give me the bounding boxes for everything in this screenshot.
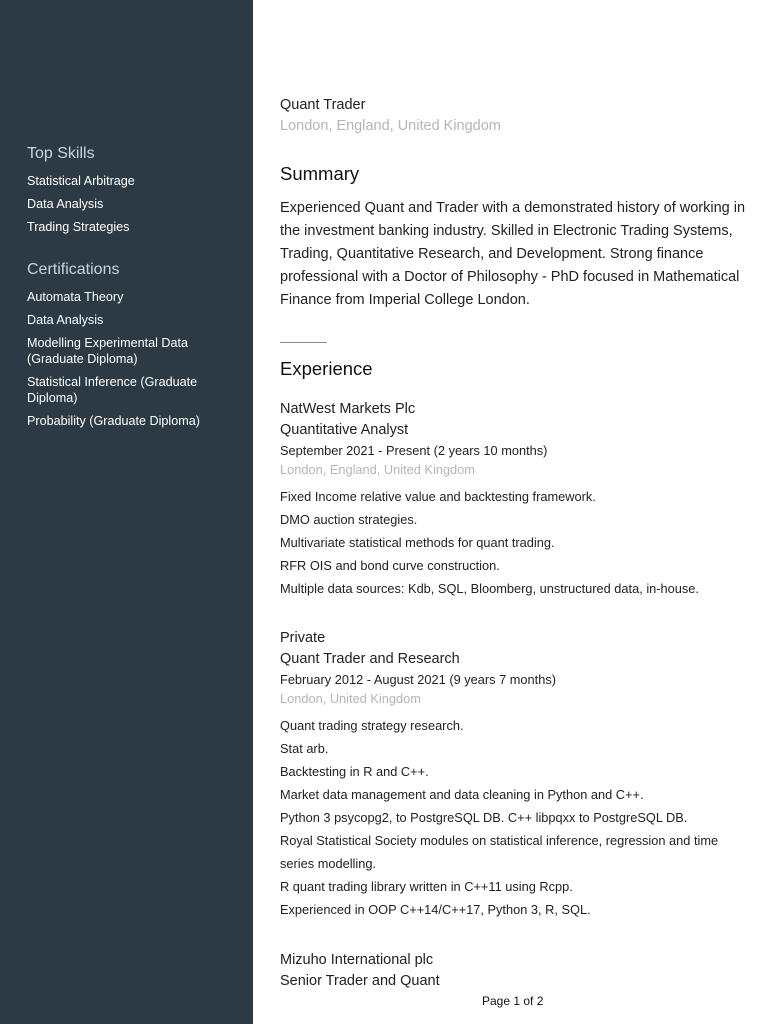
- section-divider: [280, 342, 327, 343]
- job-bullet: RFR OIS and bond curve construction.: [280, 558, 500, 573]
- skill-item: Data Analysis: [27, 197, 104, 211]
- skills-list: [27, 173, 227, 235]
- certification-item: Data Analysis: [27, 313, 104, 327]
- job-bullet: Stat arb.: [280, 741, 329, 756]
- certifications-section: [27, 261, 232, 436]
- certification-item: Probability (Graduate Diploma): [27, 414, 200, 428]
- summary-text: Experienced Quant and Trader with a demonstrated history of working in the investment banking industry. Skilled in Electronic Trading Systems, Trading, Quantitative Research, and Development. Strong finance professional with a Doctor of Philosophy - PhD focused in Mathematical Finance from Imperial College London.: [280, 200, 746, 308]
- skill-item: Statistical Arbitrage: [27, 174, 135, 188]
- certification-item: Statistical Inference (Graduate Diploma): [27, 375, 198, 405]
- sidebar: [0, 0, 253, 1024]
- job-description: [280, 714, 750, 921]
- summary-heading: Summary: [280, 163, 360, 184]
- job-bullet: Fixed Income relative value and backtesting framework.: [280, 489, 596, 504]
- top-skills-section: [27, 145, 227, 242]
- job-bullet: DMO auction strategies.: [280, 512, 418, 527]
- job-location: London, United Kingdom: [280, 691, 421, 706]
- job-bullet: Multiple data sources: Kdb, SQL, Bloomberg, unstructured data, in-house.: [280, 581, 699, 596]
- job-location: London, England, United Kingdom: [280, 462, 475, 477]
- skill-item: Trading Strategies: [27, 220, 130, 234]
- job-company: Mizuho International plc: [280, 952, 434, 968]
- job-role: Senior Trader and Quant: [280, 973, 440, 989]
- job-dates: September 2021 - Present (2 years 10 months): [280, 443, 548, 458]
- page-number: Page 1 of 2: [482, 994, 544, 1008]
- job-bullet: Backtesting in R and C++.: [280, 764, 429, 779]
- job-role: Quantitative Analyst: [280, 422, 409, 438]
- experience-heading: Experience: [280, 358, 373, 379]
- job-bullet: Royal Statistical Society modules on statistical inference, regression and time series modelling.: [280, 833, 719, 871]
- job-company: NatWest Markets Plc: [280, 401, 416, 417]
- job-bullet: Multivariate statistical methods for quant trading.: [280, 535, 555, 550]
- headline: Quant Trader: [280, 97, 366, 113]
- job-role: Quant Trader and Research: [280, 651, 460, 667]
- job-bullet: Market data management and data cleaning in Python and C++.: [280, 787, 644, 802]
- certification-item: Modelling Experimental Data (Graduate Diploma): [27, 336, 189, 366]
- certifications-list: [27, 289, 232, 429]
- job-bullet: Python 3 psycopg2, to PostgreSQL DB. C++ libpqxx to PostgreSQL DB.: [280, 810, 688, 825]
- job-dates: February 2012 - August 2021 (9 years 7 months): [280, 672, 556, 687]
- job-bullet: R quant trading library written in C++11 using Rcpp.: [280, 879, 573, 894]
- job-description: [280, 485, 750, 600]
- top-skills-heading: Top Skills: [27, 145, 95, 162]
- certification-item: Automata Theory: [27, 290, 124, 304]
- certifications-heading: Certifications: [27, 261, 120, 278]
- job-company: Private: [280, 630, 326, 646]
- job-bullet: Experienced in OOP C++14/C++17, Python 3, R, SQL.: [280, 902, 591, 917]
- header-location: London, England, United Kingdom: [280, 118, 501, 134]
- job-bullet: Quant trading strategy research.: [280, 718, 464, 733]
